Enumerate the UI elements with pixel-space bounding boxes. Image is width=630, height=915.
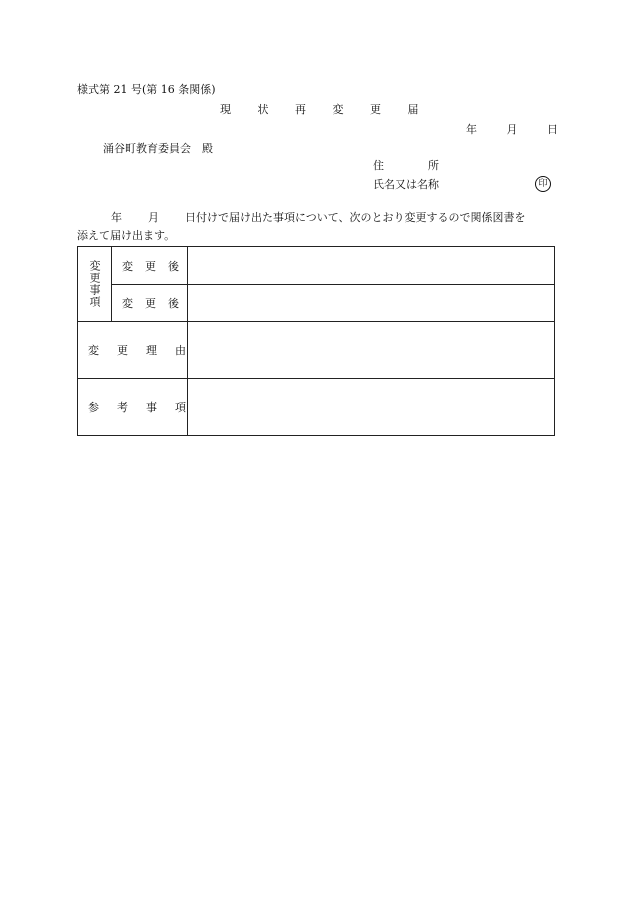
body-line1: 日付けで届け出た事項について、次のとおり変更するので関係図書を	[185, 211, 526, 224]
table-row	[78, 285, 555, 322]
table-row	[78, 322, 555, 379]
change-items-header	[78, 247, 112, 322]
date-year: 年	[466, 123, 477, 136]
body-line2: 添えて届け出ます。	[77, 229, 176, 242]
title-char: 届	[407, 103, 419, 116]
title-char: 現	[220, 103, 231, 116]
title-char: 再	[295, 103, 306, 116]
row1-label: 変更後	[112, 247, 188, 285]
change-table	[77, 246, 555, 436]
body-text	[77, 209, 557, 245]
notes-value-cell[interactable]	[188, 379, 555, 436]
reason-label: 変更理由	[78, 322, 188, 379]
form-title	[220, 104, 419, 115]
title-char: 状	[257, 103, 269, 116]
reason-value-cell[interactable]	[188, 322, 555, 379]
address-label: 住 所	[373, 159, 439, 172]
form-number: 様式第 21 号(第 16 条関係)	[77, 83, 216, 96]
seal-icon: 印	[535, 176, 551, 192]
title-char: 変	[332, 103, 344, 116]
date-month: 月	[506, 123, 518, 136]
table-row	[78, 379, 555, 436]
body-month: 月	[148, 211, 159, 224]
notes-label: 参考事項	[78, 379, 188, 436]
body-year: 年	[111, 211, 122, 224]
date-day: 日	[547, 123, 558, 136]
row1-value-cell[interactable]	[188, 247, 555, 285]
name-label: 氏名又は名称	[373, 178, 439, 191]
date-line	[466, 124, 558, 135]
addressee: 涌谷町教育委員会 殿	[103, 142, 213, 155]
title-char: 更	[370, 103, 381, 116]
table-row	[78, 247, 555, 285]
row2-value-cell[interactable]	[188, 285, 555, 322]
change-items-label: 変更事項	[88, 260, 101, 308]
row2-label: 変更後	[112, 285, 188, 322]
